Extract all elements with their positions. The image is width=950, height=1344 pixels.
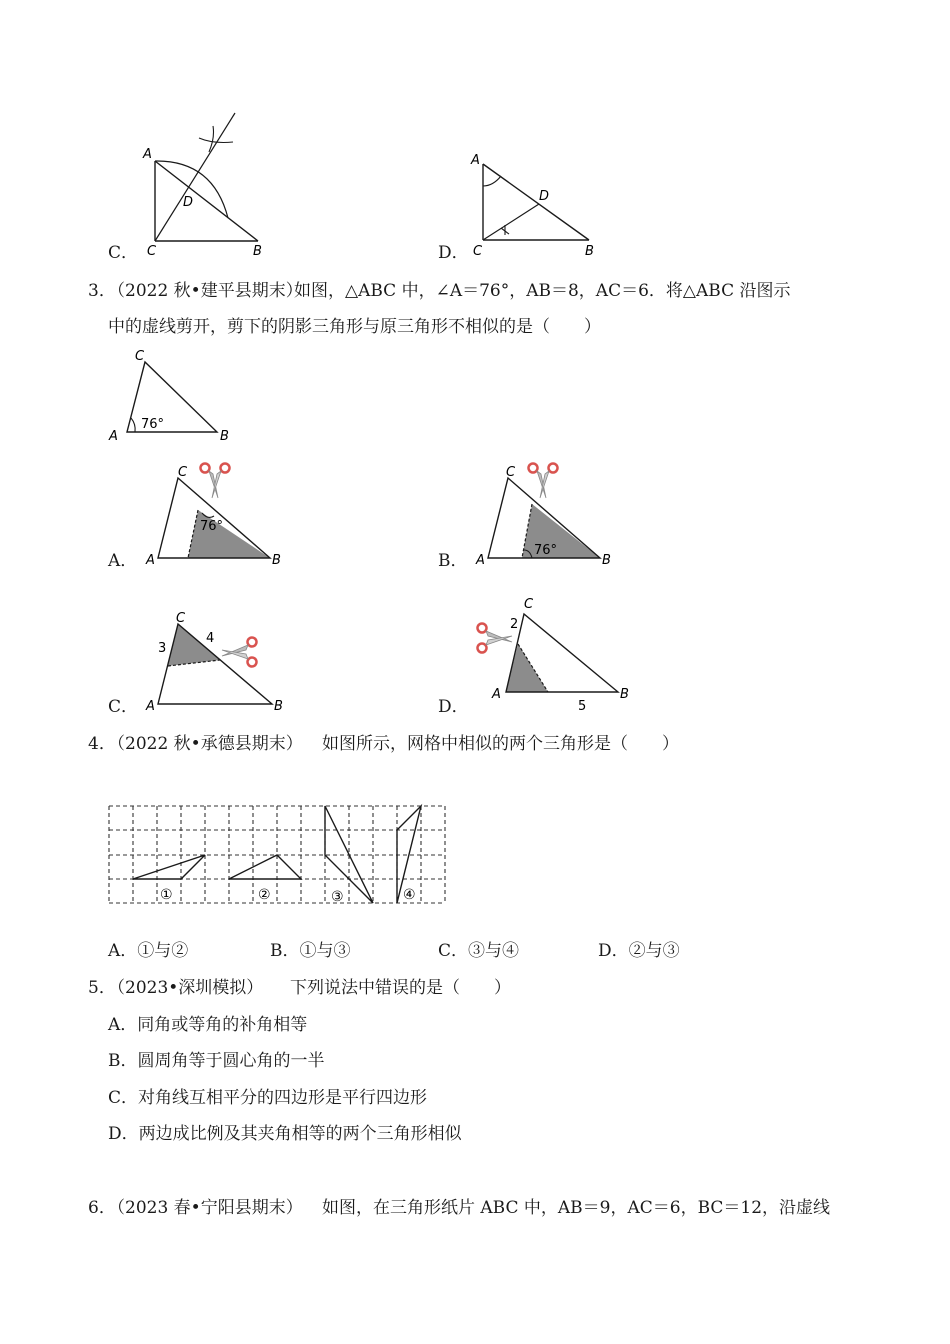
q5-source: （2023•深圳模拟） xyxy=(108,978,264,998)
scissors-icon xyxy=(478,624,513,653)
svg-text:A: A xyxy=(471,153,480,168)
svg-text:76°: 76° xyxy=(141,417,165,432)
svg-text:C: C xyxy=(178,465,188,480)
q4-source: （2022 秋•承德县期末） xyxy=(108,734,303,754)
label-c: C xyxy=(147,244,157,258)
q3-source: （2022 秋•建平县期末） xyxy=(108,281,303,301)
q3-main-figure xyxy=(105,346,245,446)
q4-option-a[interactable]: A．①与② xyxy=(108,941,189,961)
q3-option-b-label[interactable]: B． xyxy=(438,551,468,571)
svg-text:A: A xyxy=(492,687,501,702)
q3-option-a-figure[interactable] xyxy=(140,458,300,573)
q6-number: 6． xyxy=(88,1198,116,1218)
label-b: B xyxy=(253,244,262,258)
q3-option-d-label[interactable]: D． xyxy=(438,697,469,717)
svg-text:B: B xyxy=(272,553,281,568)
label-d: D xyxy=(183,195,194,210)
svg-text:B: B xyxy=(220,429,229,444)
svg-text:4: 4 xyxy=(206,631,215,646)
svg-text:3: 3 xyxy=(158,641,167,656)
q5-number: 5． xyxy=(88,978,116,998)
q3-option-c-figure[interactable] xyxy=(140,604,300,719)
q3-option-d-figure[interactable] xyxy=(470,594,640,719)
prev-option-c-figure xyxy=(135,108,265,258)
q4-grid-figure xyxy=(100,798,460,913)
svg-text:76°: 76° xyxy=(200,519,224,534)
q5-option-b[interactable]: B．圆周角等于圆心角的一半 xyxy=(108,1051,325,1071)
q4-option-c[interactable]: C．③与④ xyxy=(438,941,520,961)
q5-text: 下列说法中错误的是（ ） xyxy=(290,978,511,998)
prev-option-d-figure xyxy=(465,148,605,260)
scissors-icon xyxy=(222,638,257,667)
q3-text-line2: 中的虚线剪开，剪下的阴影三角形与原三角形不相似的是（ ） xyxy=(108,317,601,337)
prev-option-d-label: D． xyxy=(438,243,469,263)
svg-text:5: 5 xyxy=(578,699,587,714)
svg-text:A: A xyxy=(146,553,155,568)
svg-text:C: C xyxy=(506,465,516,480)
svg-text:C: C xyxy=(135,349,145,364)
svg-text:③: ③ xyxy=(331,889,344,905)
q4-option-b[interactable]: B．①与③ xyxy=(270,941,351,961)
svg-text:A: A xyxy=(476,553,485,568)
q5-option-a[interactable]: A．同角或等角的补角相等 xyxy=(108,1015,308,1035)
q5-option-c[interactable]: C．对角线互相平分的四边形是平行四边形 xyxy=(108,1088,428,1108)
q3-option-c-label[interactable]: C． xyxy=(108,697,139,717)
q3-text-line1: 如图，△ABC 中，∠A＝76°，AB＝8，AC＝6．将△ABC 沿图示 xyxy=(294,281,791,301)
svg-text:④: ④ xyxy=(403,887,416,903)
label-a: A xyxy=(143,147,152,162)
svg-text:2: 2 xyxy=(510,617,519,632)
svg-text:B: B xyxy=(585,244,594,259)
svg-text:C: C xyxy=(176,611,186,626)
q3-option-b-figure[interactable] xyxy=(470,458,630,573)
svg-text:A: A xyxy=(109,429,118,444)
svg-text:②: ② xyxy=(258,887,271,903)
svg-text:B: B xyxy=(620,687,629,702)
svg-text:C: C xyxy=(473,244,483,259)
prev-option-c-label: C． xyxy=(108,243,139,263)
svg-text:B: B xyxy=(274,699,283,714)
q4-option-d[interactable]: D．②与③ xyxy=(598,941,680,961)
q4-number: 4． xyxy=(88,734,116,754)
q3-option-a-label[interactable]: A． xyxy=(108,551,138,571)
svg-text:C: C xyxy=(524,597,534,612)
q4-text: 如图所示，网格中相似的两个三角形是（ ） xyxy=(322,734,679,754)
svg-text:76°: 76° xyxy=(534,543,558,558)
q6-text: 如图，在三角形纸片 ABC 中，AB＝9，AC＝6，BC＝12，沿虚线 xyxy=(322,1198,831,1218)
scissors-icon xyxy=(201,464,230,499)
q5-option-d[interactable]: D．两边成比例及其夹角相等的两个三角形相似 xyxy=(108,1124,462,1144)
q6-source: （2023 春•宁阳县期末） xyxy=(108,1198,303,1218)
svg-text:①: ① xyxy=(160,887,173,903)
svg-text:A: A xyxy=(146,699,155,714)
scissors-icon xyxy=(529,464,558,499)
svg-text:D: D xyxy=(539,189,550,204)
svg-text:B: B xyxy=(602,553,611,568)
q3-number: 3． xyxy=(88,281,116,301)
